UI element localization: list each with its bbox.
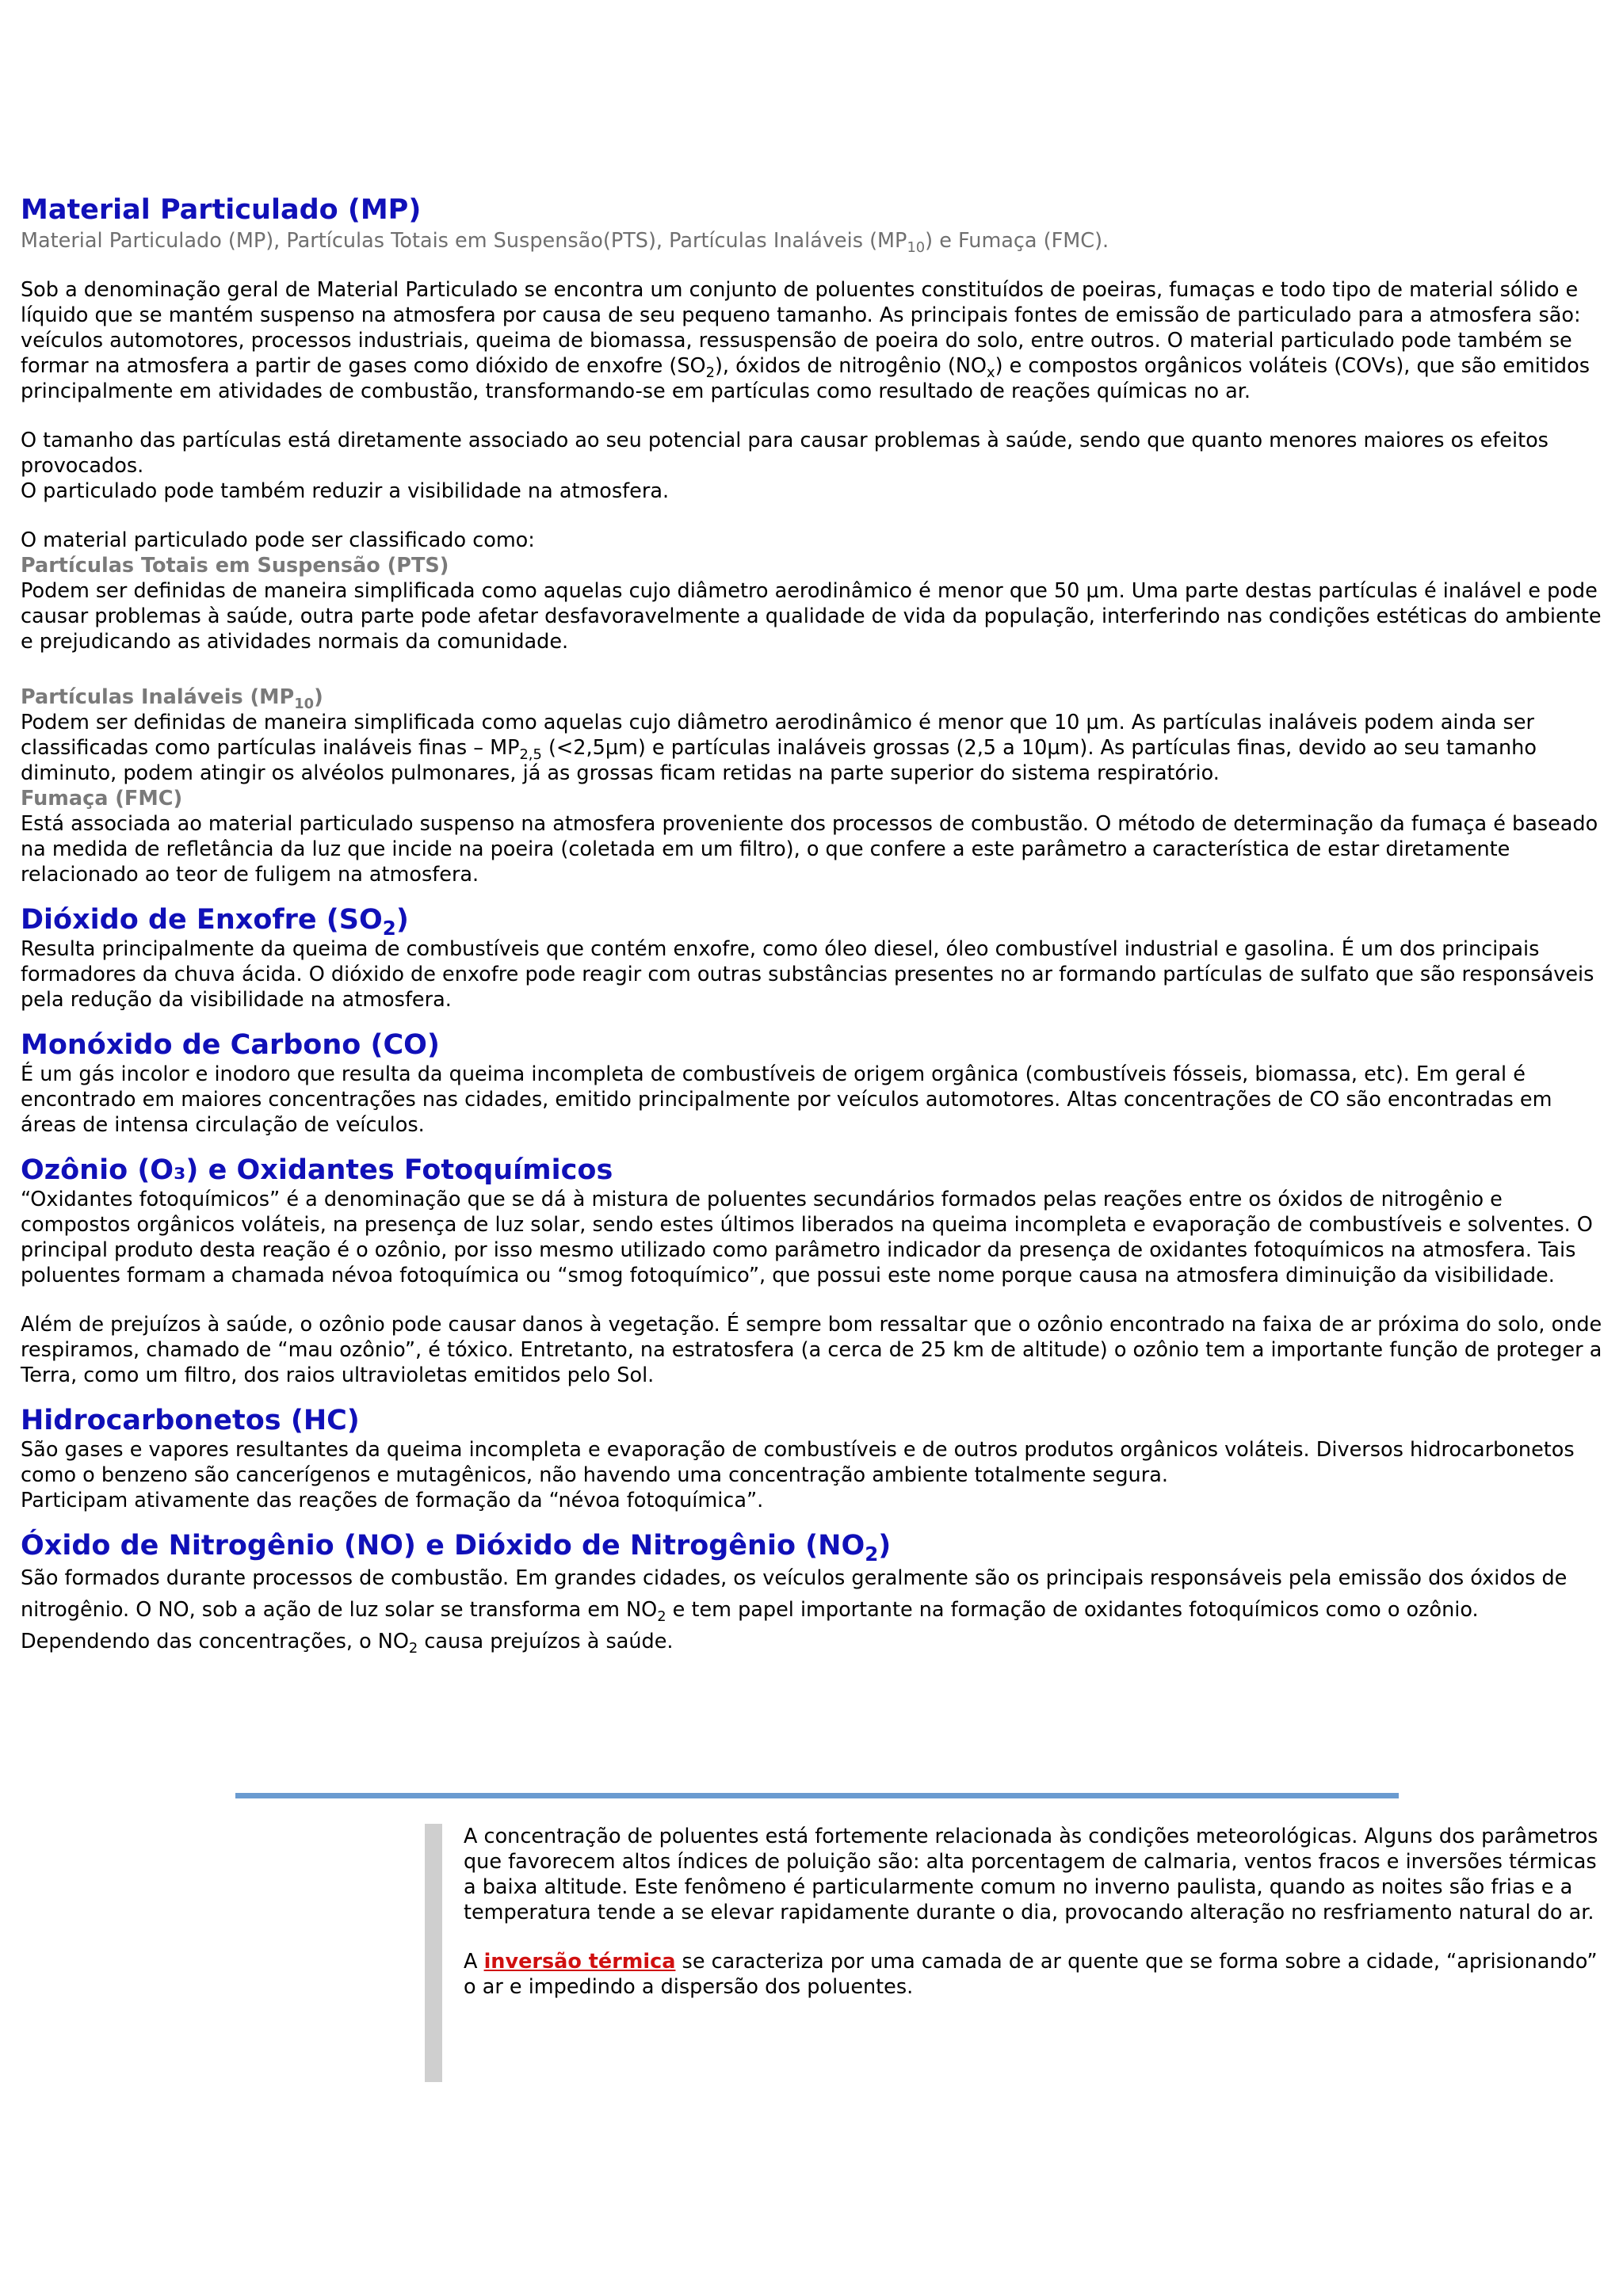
o3-paragraph-2: Além de prejuízos à saúde, o ozônio pode causar danos à vegetação. É sempre bom ressaltar que o ozônio encontrado na faixa de ar próxima do solo, onde respiramos, chamado de “mau ozônio”, é tóxico. Entretanto, na estratosfera (a cerca de 25 km de altitude) o ozônio tem a importante função de proteger a Terra, como um filtro, dos raios ultravioletas emitidos pelo Sol. xyxy=(21,1313,1602,1387)
callout-paragraph-2: A inversão térmica se caracteriza por uma camada de ar quente que se forma sobre a cidade, “aprisionando” o ar e impedindo a dispersão dos poluentes. xyxy=(464,1950,1598,1999)
callout-paragraph-1: A concentração de poluentes está fortemente relacionada às condições meteorológicas. Alguns dos parâmetros que favorecem altos índices de poluição são: alta porcentagem de calmaria, ventos fracos e inversões térmicas a baixa altitude. Este fenômeno é particularmente comum no inverno paulista, quando as noites são frias e a temperatura tende a se elevar rapidamente durante o dia, provocando alteração no resfriamento natural do ar. xyxy=(464,1825,1598,1924)
heading-o3: Ozônio (O₃) e Oxidantes Fotoquímicos xyxy=(21,1154,613,1186)
inalaveis-text: Podem ser definidas de maneira simplificada como aquelas cujo diâmetro aerodinâmico é menor que 10 µm. As partículas inaláveis podem ainda ser classificadas como partículas inaláveis finas – $MP_{2,5}$ (<2,5µm) e partículas inaláveis grossas (2,5 a 10µm). As partículas finas, devido ao seu tamanho diminuto, podem atingir os alvéolos pulmonares, já as grossas ficam retidas na parte superior do sistema respiratório. xyxy=(21,711,1537,785)
heading-no: Óxido de Nitrogênio (NO) e Dióxido de Nitrogênio $(NO_2)$ xyxy=(21,1530,892,1566)
heading-co: Monóxido de Carbono (CO) xyxy=(21,1029,440,1061)
subheading-inalaveis: Partículas Inaláveis $(MP_{10})$ xyxy=(21,685,323,713)
divider-rule xyxy=(235,1793,1399,1798)
inversao-termica-link[interactable]: inversão térmica xyxy=(483,1950,676,1974)
mp-paragraph-2b: O particulado pode também reduzir a visibilidade na atmosfera. xyxy=(21,479,670,503)
hc-text: São gases e vapores resultantes da queima incompleta e evaporação de combustíveis e de outros produtos orgânicos voláteis. Diversos hidrocarbonetos como o benzeno são cancerígenos e mutagênicos, não havendo uma concentração ambiente totalmente segura. xyxy=(21,1438,1575,1487)
so2-text: Resulta principalmente da queima de combustíveis que contém enxofre, como óleo diesel, óleo combustível industrial e gasolina. É um dos principais formadores da chuva ácida. O dióxido de enxofre pode reagir com outras substâncias presentes no ar formando partículas de sulfato que são responsáveis pela redução da visibilidade na atmosfera. xyxy=(21,937,1594,1012)
callout-box xyxy=(464,1824,1605,2000)
no-text: São formados durante processos de combustão. Em grandes cidades, os veículos geralmente são os principais responsáveis pela emissão dos óxidos de nitrogênio. O NO, sob a ação de luz solar se transforma em $NO_2$ e tem papel importante na formação de oxidantes fotoquímicos como o ozônio. Dependendo das concentrações, o $NO_2$ causa prejuízos à saúde. xyxy=(21,1566,1568,1657)
hc-text-2: Participam ativamente das reações de formação da “névoa fotoquímica”. xyxy=(21,1489,764,1512)
co-text: É um gás incolor e inodoro que resulta da queima incompleta de combustíveis de origem orgânica (combustíveis fósseis, biomassa, etc). Em geral é encontrado em maiores concentrações nas cidades, emitido principalmente por veículos automotores. Altas concentrações de CO são encontradas em áreas de intensa circulação de veículos. xyxy=(21,1062,1552,1137)
heading-so2: Dióxido de Enxofre $(SO_2)$ xyxy=(21,904,409,940)
callout-side-bar xyxy=(425,1824,442,2082)
mp-paragraph-1: Sob a denominação geral de Material Particulado se encontra um conjunto de poluentes constituídos de poeiras, fumaças e todo tipo de material sólido e líquido que se mantém suspenso na atmosfera por causa de seu pequeno tamanho. As principais fontes de emissão de particulado para a atmosfera são: veículos automotores, processos industriais, queima de biomassa, ressuspensão de poeira do solo, entre outros. O material particulado pode também se formar na atmosfera a partir de gases como dióxido de enxofre $(SO_2)$, óxidos de nitrogênio $(NO_x)$ e compostos orgânicos voláteis (COVs), que são emitidos principalmente em atividades de combustão, transformando-se em partículas como resultado de reações químicas no ar. xyxy=(21,278,1591,403)
mp-intro: Material Particulado (MP), Partículas Totais em Suspensão(PTS), Partículas Inaláveis $(MP_{10})$ e Fumaça (FMC). xyxy=(21,229,1109,257)
subheading-fumaca: Fumaça (FMC) xyxy=(21,787,183,810)
mp-paragraph-2: O tamanho das partículas está diretamente associado ao seu potencial para causar problemas à saúde, sendo que quanto menores maiores os efeitos provocados. xyxy=(21,429,1549,478)
fumaca-text: Está associada ao material particulado suspenso na atmosfera proveniente dos processos de combustão. O método de determinação da fumaça é baseado na medida de refletância da luz que incide na poeira (coletada em um filtro), o que confere a este parâmetro a característica de estar diretamente relacionado ao teor de fuligem na atmosfera. xyxy=(21,812,1598,887)
heading-hc: Hidrocarbonetos (HC) xyxy=(21,1405,360,1436)
article-body xyxy=(21,193,1606,1657)
subheading-pts: Partículas Totais em Suspensão (PTS) xyxy=(21,554,449,578)
mp-paragraph-3: O material particulado pode ser classificado como: xyxy=(21,528,535,552)
pts-text: Podem ser definidas de maneira simplificada como aquelas cujo diâmetro aerodinâmico é menor que 50 µm. Uma parte destas partículas é inalável e pode causar problemas à saúde, outra parte pode afetar desfavoravelmente a qualidade de vida da população, interferindo nas condições estéticas do ambiente e prejudicando as atividades normais da comunidade. xyxy=(21,579,1602,654)
o3-paragraph-1: “Oxidantes fotoquímicos” é a denominação que se dá à mistura de poluentes secundários formados pelas reações entre os óxidos de nitrogênio e compostos orgânicos voláteis, na presença de luz solar, sendo estes últimos liberados na queima incompleta e evaporação de combustíveis e solventes. O principal produto desta reação é o ozônio, por isso mesmo utilizado como parâmetro indicador da presença de oxidantes fotoquímicos na atmosfera. Tais poluentes formam a chamada névoa fotoquímica ou “smog fotoquímico”, que possui este nome porque causa na atmosfera diminuição da visibilidade. xyxy=(21,1188,1593,1287)
heading-mp: Material Particulado (MP) xyxy=(21,194,422,226)
